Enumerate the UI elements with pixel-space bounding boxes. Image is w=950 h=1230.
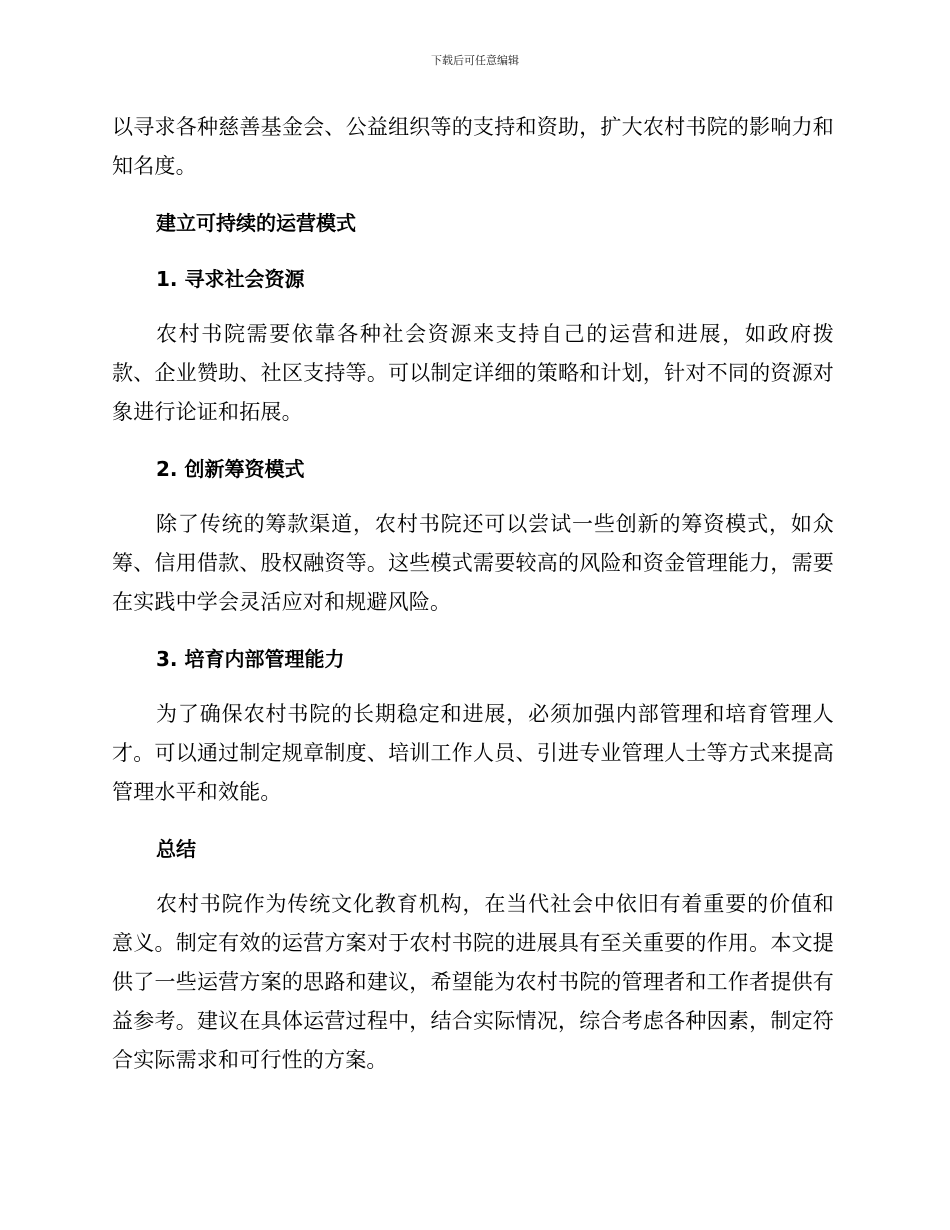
header-note: 下载后可任意编辑	[431, 54, 519, 67]
item3-heading: 3. 培育内部管理能力	[156, 647, 345, 671]
item3-paragraph: 为了确保农村书院的长期稳定和进展，必须加强内部管理和培育管理人才。可以通过制定规章制度、培训工作人员、引进专业管理人士等方式来提高管理水平和效能。	[112, 702, 834, 804]
item1-paragraph: 农村书院需要依靠各种社会资源来支持自己的运营和进展，如政府拨款、企业赞助、社区支持等。可以制定详细的策略和计划，针对不同的资源对象进行论证和拓展。	[112, 322, 834, 424]
continuation-paragraph: 以寻求各种慈善基金会、公益组织等的支持和资助，扩大农村书院的影响力和知名度。	[112, 115, 834, 178]
summary-paragraph: 农村书院作为传统文化教育机构，在当代社会中依旧有着重要的价值和意义。制定有效的运营方案对于农村书院的进展具有至关重要的作用。本文提供了一些运营方案的思路和建议，希望能为农村书院的管理者和工作者提供有益参考。建议在具体运营过程中，结合实际情况，综合考虑各种因素，制定符合实际需求和可行性的方案。	[112, 892, 834, 1072]
item1-heading: 1. 寻求社会资源	[156, 267, 305, 291]
summary-heading: 总结	[156, 837, 196, 861]
document-content	[112, 108, 834, 1097]
item2-paragraph: 除了传统的筹款渠道，农村书院还可以尝试一些创新的筹资模式，如众筹、信用借款、股权融资等。这些模式需要较高的风险和资金管理能力，需要在实践中学会灵活应对和规避风险。	[112, 512, 834, 614]
section-heading: 建立可持续的运营模式	[156, 211, 356, 235]
item2-heading: 2. 创新筹资模式	[156, 457, 305, 481]
